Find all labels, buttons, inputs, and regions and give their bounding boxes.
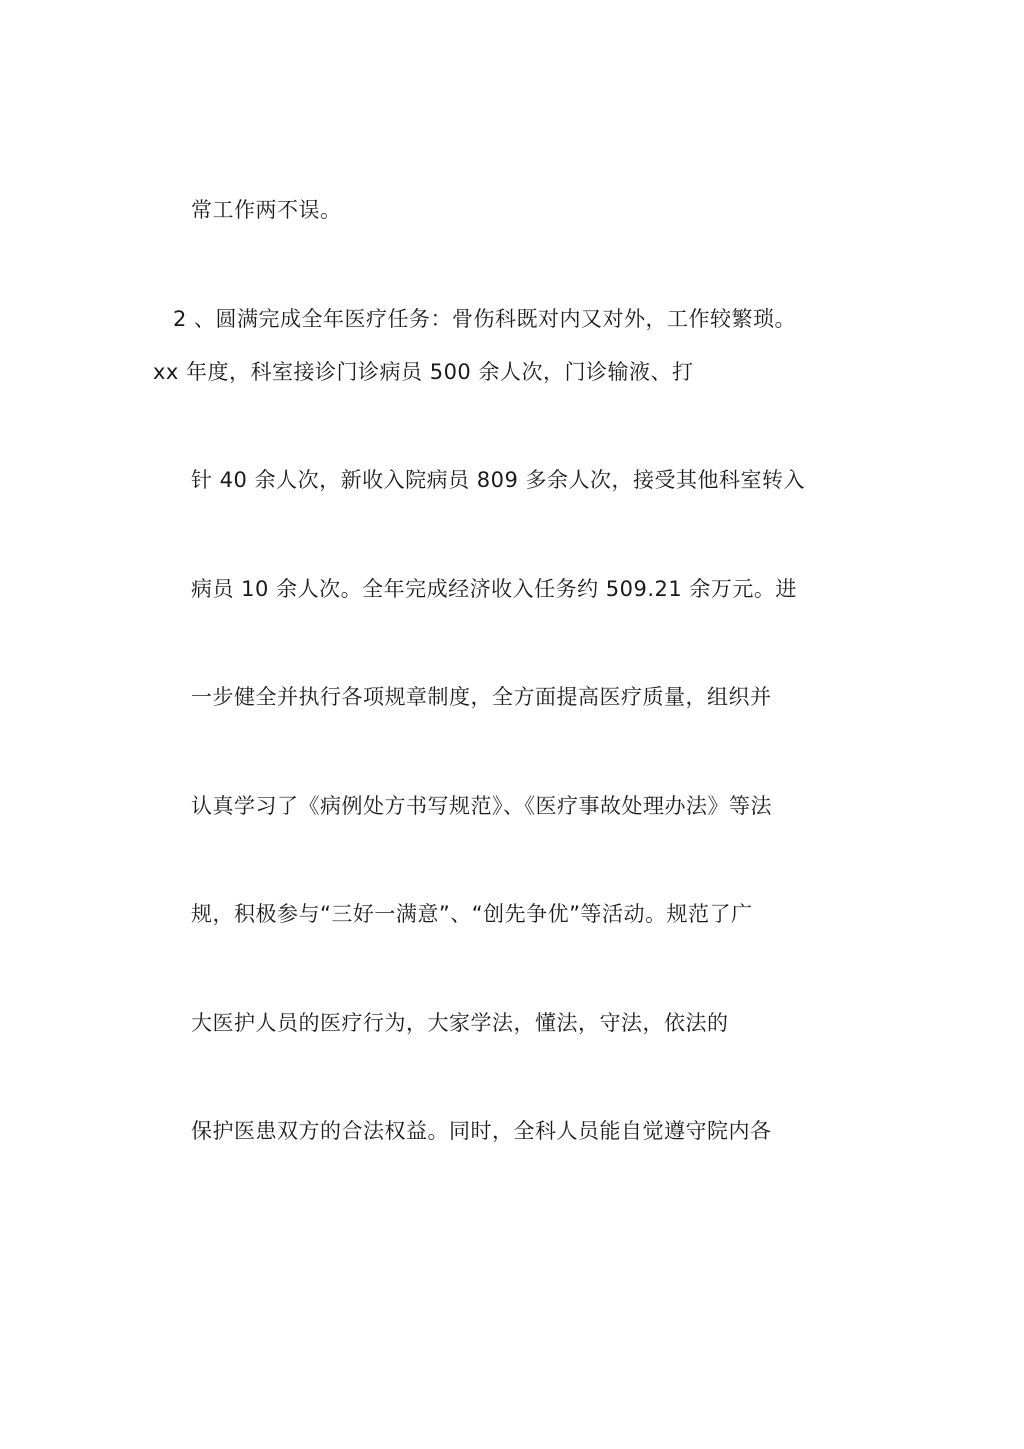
text-line: 病员 10 余人次。全年完成经济收入任务约 509.21 余万元。进 [191, 577, 797, 601]
text-line: 大医护人员的医疗行为，大家学法，懂法，守法，依法的 [191, 1011, 729, 1035]
text-line: 针 40 余人次，新收入院病员 809 多余人次，接受其他科室转入 [191, 468, 806, 492]
text-line: xx 年度，科室接诊门诊病员 500 余人次，门诊输液、打 [153, 360, 694, 384]
text-line: 一步健全并执行各项规章制度，全方面提高医疗质量，组织并 [191, 685, 772, 709]
text-line: 2 、圆满完成全年医疗任务：骨伤科既对内又对外，工作较繁琐。 [173, 307, 797, 331]
text-line: 认真学习了《病例处方书写规范》、《医疗事故处理办法》等法 [191, 794, 772, 818]
text-line: 规，积极参与“三好一满意”、“创先争优”等活动。规范了广 [191, 902, 753, 926]
text-line: 常工作两不误。 [191, 198, 342, 222]
text-line: 保护医患双方的合法权益。同时，全科人员能自觉遵守院内各 [191, 1119, 772, 1143]
